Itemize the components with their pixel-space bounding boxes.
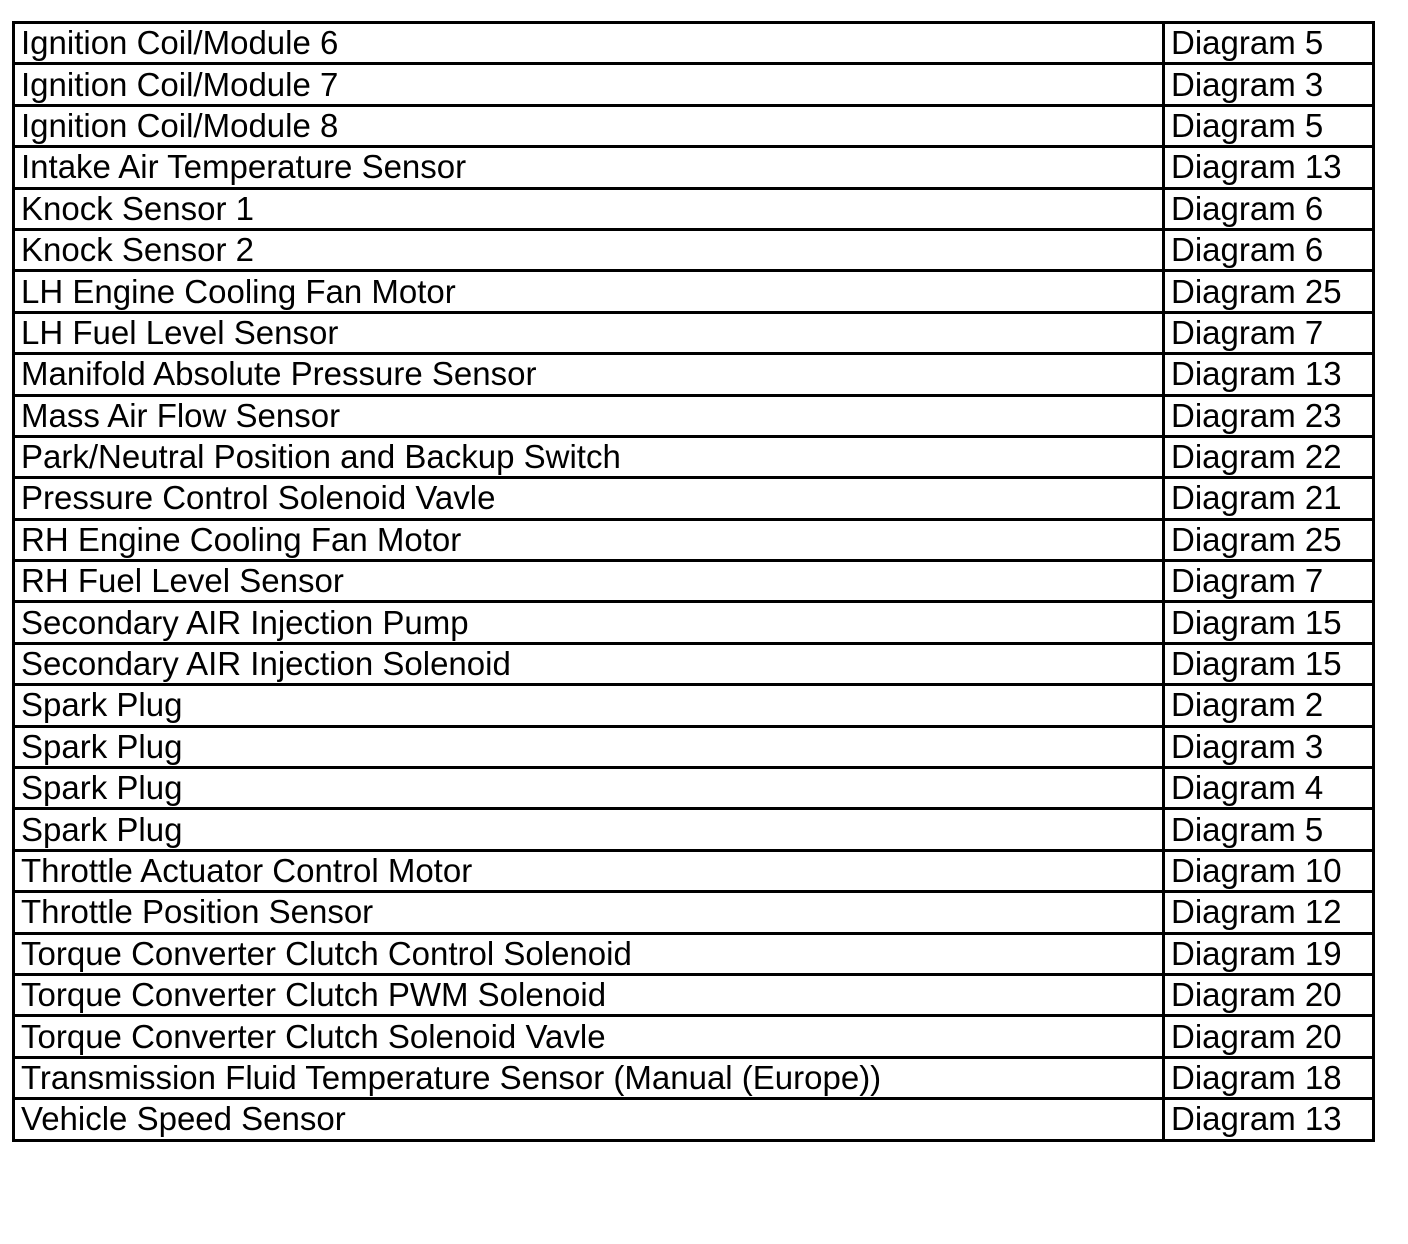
diagram-reference-cell: Diagram 13 [1164,1099,1374,1140]
component-name-cell: Spark Plug [14,726,1164,767]
table-row [14,850,1374,891]
diagram-reference-cell: Diagram 3 [1164,726,1374,767]
component-name-cell: Throttle Position Sensor [14,892,1164,933]
component-name-cell: Torque Converter Clutch Control Solenoid [14,933,1164,974]
table-row [14,478,1374,519]
component-name-cell: LH Engine Cooling Fan Motor [14,271,1164,312]
diagram-reference-cell: Diagram 6 [1164,229,1374,270]
table-row [14,354,1374,395]
diagram-reference-cell: Diagram 19 [1164,933,1374,974]
component-name-cell: Spark Plug [14,685,1164,726]
table-row [14,23,1374,64]
table-row [14,602,1374,643]
diagram-reference-cell: Diagram 5 [1164,105,1374,146]
diagram-reference-cell: Diagram 20 [1164,974,1374,1015]
component-name-cell: RH Fuel Level Sensor [14,561,1164,602]
diagram-reference-cell: Diagram 10 [1164,850,1374,891]
table-row [14,685,1374,726]
table-row [14,643,1374,684]
diagram-reference-cell: Diagram 25 [1164,519,1374,560]
diagram-reference-cell: Diagram 7 [1164,561,1374,602]
table-row [14,768,1374,809]
component-diagram-table [12,21,1375,1142]
component-name-cell: Throttle Actuator Control Motor [14,850,1164,891]
diagram-reference-cell: Diagram 15 [1164,602,1374,643]
diagram-reference-cell: Diagram 7 [1164,312,1374,353]
diagram-reference-cell: Diagram 21 [1164,478,1374,519]
component-name-cell: Intake Air Temperature Sensor [14,147,1164,188]
table-row [14,892,1374,933]
component-name-cell: LH Fuel Level Sensor [14,312,1164,353]
component-name-cell: Torque Converter Clutch Solenoid Vavle [14,1016,1164,1057]
diagram-reference-cell: Diagram 2 [1164,685,1374,726]
component-name-cell: RH Engine Cooling Fan Motor [14,519,1164,560]
diagram-reference-cell: Diagram 15 [1164,643,1374,684]
diagram-reference-cell: Diagram 4 [1164,768,1374,809]
table-row [14,519,1374,560]
table-row [14,561,1374,602]
table-row [14,188,1374,229]
diagram-reference-cell: Diagram 20 [1164,1016,1374,1057]
table-row [14,436,1374,477]
component-name-cell: Ignition Coil/Module 7 [14,64,1164,105]
diagram-reference-cell: Diagram 12 [1164,892,1374,933]
diagram-reference-cell: Diagram 22 [1164,436,1374,477]
table-row [14,1016,1374,1057]
table-body [14,23,1374,1141]
table-row [14,726,1374,767]
table-row [14,395,1374,436]
component-name-cell: Knock Sensor 2 [14,229,1164,270]
component-name-cell: Secondary AIR Injection Pump [14,602,1164,643]
component-name-cell: Ignition Coil/Module 6 [14,23,1164,64]
diagram-reference-cell: Diagram 18 [1164,1057,1374,1098]
component-name-cell: Park/Neutral Position and Backup Switch [14,436,1164,477]
component-name-cell: Transmission Fluid Temperature Sensor (Manual (Europe)) [14,1057,1164,1098]
component-name-cell: Spark Plug [14,809,1164,850]
component-name-cell: Vehicle Speed Sensor [14,1099,1164,1140]
component-name-cell: Pressure Control Solenoid Vavle [14,478,1164,519]
component-name-cell: Ignition Coil/Module 8 [14,105,1164,146]
table-row [14,1099,1374,1140]
table-row [14,809,1374,850]
table-row [14,271,1374,312]
component-name-cell: Torque Converter Clutch PWM Solenoid [14,974,1164,1015]
diagram-reference-cell: Diagram 25 [1164,271,1374,312]
diagram-reference-cell: Diagram 13 [1164,354,1374,395]
diagram-reference-cell: Diagram 5 [1164,23,1374,64]
diagram-reference-cell: Diagram 6 [1164,188,1374,229]
table-row [14,974,1374,1015]
table-row [14,229,1374,270]
component-name-cell: Mass Air Flow Sensor [14,395,1164,436]
table-row [14,933,1374,974]
table-row [14,64,1374,105]
table-row [14,1057,1374,1098]
diagram-reference-cell: Diagram 3 [1164,64,1374,105]
diagram-reference-cell: Diagram 5 [1164,809,1374,850]
table-row [14,105,1374,146]
component-name-cell: Knock Sensor 1 [14,188,1164,229]
diagram-reference-cell: Diagram 23 [1164,395,1374,436]
component-name-cell: Spark Plug [14,768,1164,809]
table-row [14,147,1374,188]
component-name-cell: Secondary AIR Injection Solenoid [14,643,1164,684]
component-name-cell: Manifold Absolute Pressure Sensor [14,354,1164,395]
diagram-reference-cell: Diagram 13 [1164,147,1374,188]
table-row [14,312,1374,353]
